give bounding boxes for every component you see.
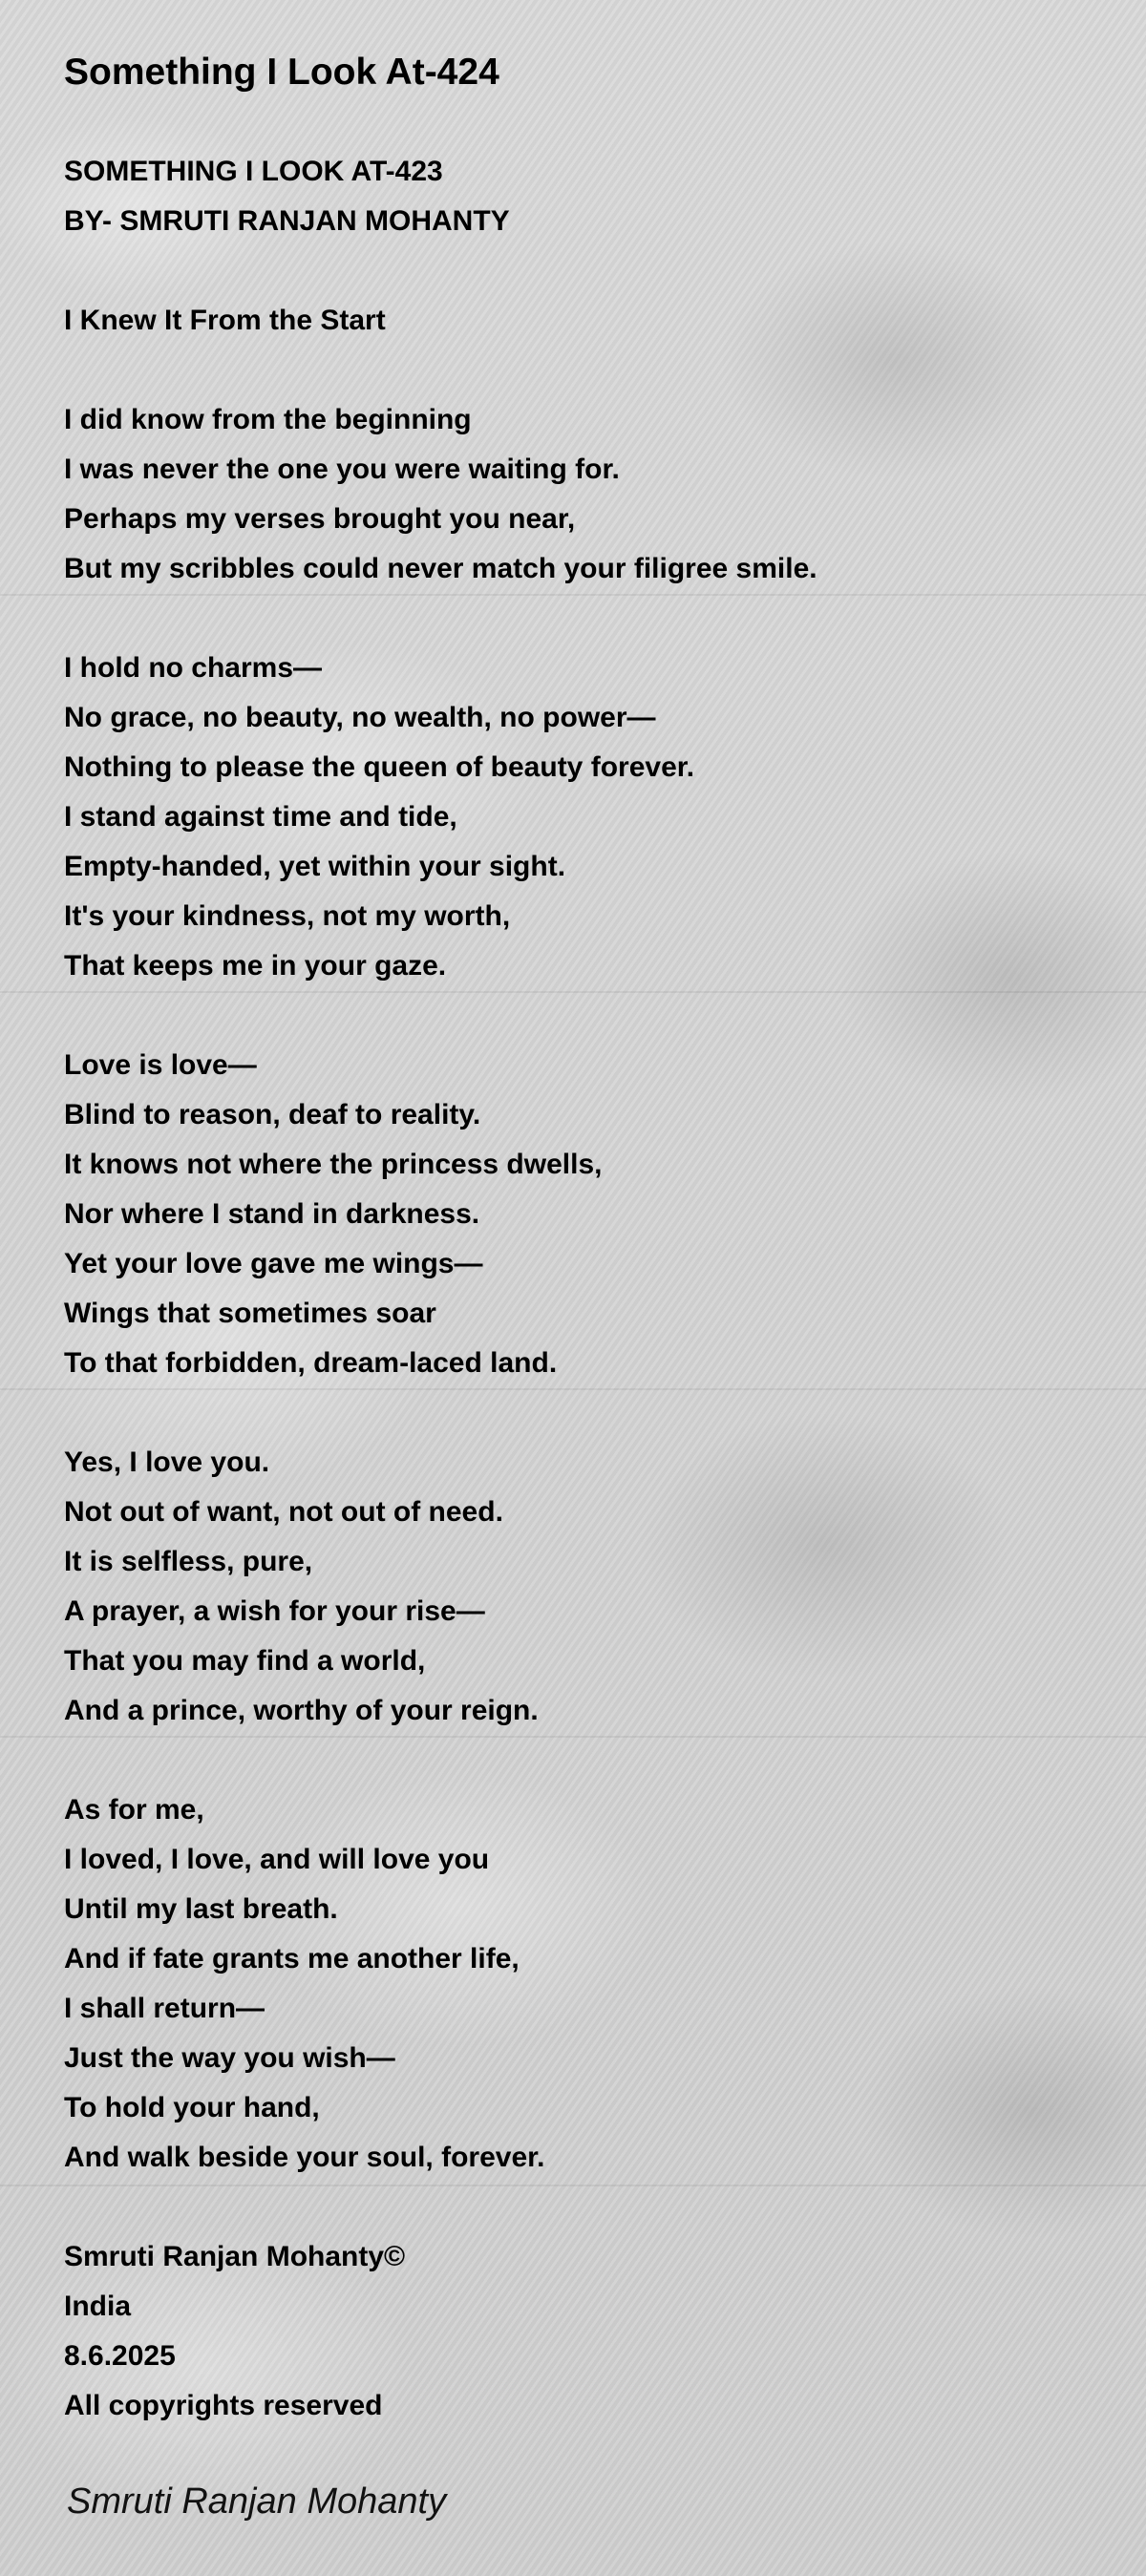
poem-line: A prayer, a wish for your rise— xyxy=(64,1595,485,1627)
poem-line: Not out of want, not out of need. xyxy=(64,1496,503,1528)
poem-line: BY- SMRUTI RANJAN MOHANTY xyxy=(64,205,510,237)
poem-line: 8.6.2025 xyxy=(64,2340,176,2372)
poem-line: No grace, no beauty, no wealth, no power— xyxy=(64,702,656,733)
poem-line: And a prince, worthy of your reign. xyxy=(64,1695,539,1726)
poem-line: India xyxy=(64,2291,132,2322)
poem-line: Empty-handed, yet within your sight. xyxy=(64,851,566,882)
poem-line: I loved, I love, and will love you xyxy=(64,1844,490,1875)
poem-line: I stand against time and tide, xyxy=(64,801,457,833)
poem-line: It is selfless, pure, xyxy=(64,1546,313,1577)
poem-line: That you may find a world, xyxy=(64,1645,426,1677)
stanza-break xyxy=(64,1736,817,1785)
poem-line: I did know from the beginning xyxy=(64,404,472,435)
poem-line: Yet your love gave me wings— xyxy=(64,1248,483,1279)
stanza-break xyxy=(64,2183,817,2232)
poem-title: Something I Look At-424 xyxy=(64,52,499,93)
poem-line: It's your kindness, not my worth, xyxy=(64,900,511,932)
poem-line: To that forbidden, dream-laced land. xyxy=(64,1347,558,1379)
poem-line: I shall return— xyxy=(64,1993,265,2024)
stanza-break xyxy=(64,991,817,1041)
poem-line: Perhaps my verses brought you near, xyxy=(64,503,576,535)
stanza-break xyxy=(64,246,817,296)
poem-body xyxy=(64,147,817,2431)
poem-line: Until my last breath. xyxy=(64,1893,338,1925)
poem-line: Smruti Ranjan Mohanty© xyxy=(64,2241,406,2272)
poem-line: Nothing to please the queen of beauty forever. xyxy=(64,751,695,783)
poem-line: To hold your hand, xyxy=(64,2092,320,2123)
poem-line: Yes, I love you. xyxy=(64,1446,270,1478)
poem-line: Blind to reason, deaf to reality. xyxy=(64,1099,481,1130)
stanza-break xyxy=(64,1388,817,1438)
poem-line: Love is love— xyxy=(64,1049,257,1081)
poem-line: Just the way you wish— xyxy=(64,2042,395,2074)
stanza-break xyxy=(64,594,817,644)
poem-line: Wings that sometimes soar xyxy=(64,1298,436,1329)
poem-line: As for me, xyxy=(64,1794,204,1826)
poem-line: All copyrights reserved xyxy=(64,2390,383,2421)
poem-line: And if fate grants me another life, xyxy=(64,1943,520,1974)
author-signature: Smruti Ranjan Mohanty xyxy=(67,2481,447,2522)
poem-line: SOMETHING I LOOK AT-423 xyxy=(64,156,443,187)
poem-line: It knows not where the princess dwells, xyxy=(64,1149,603,1180)
poem-line: I Knew It From the Start xyxy=(64,305,386,336)
poem-line: But my scribbles could never match your filigree smile. xyxy=(64,553,817,584)
poem-line: I hold no charms— xyxy=(64,652,323,684)
poem-line: And walk beside your soul, forever. xyxy=(64,2142,545,2173)
stanza-break xyxy=(64,346,817,395)
poem-line: Nor where I stand in darkness. xyxy=(64,1198,480,1230)
poem-line: I was never the one you were waiting for. xyxy=(64,454,620,485)
poem-line: That keeps me in your gaze. xyxy=(64,950,447,982)
